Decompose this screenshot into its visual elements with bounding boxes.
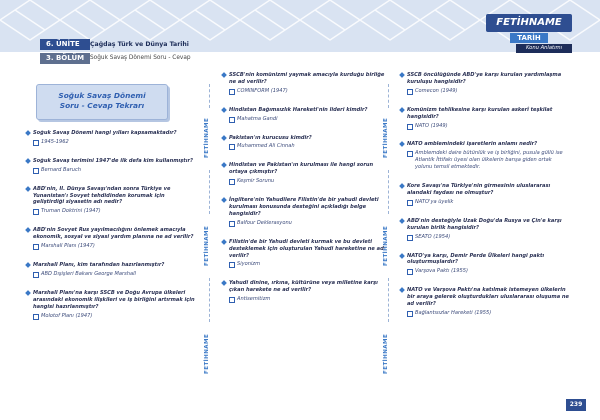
checkbox-icon <box>407 269 413 275</box>
checkbox-icon <box>229 297 235 303</box>
answer: Truman Doktrini (1947) <box>26 208 196 215</box>
diamond-bullet-icon <box>221 280 227 286</box>
qa-item <box>222 162 386 185</box>
qa-item <box>26 290 196 320</box>
qa-item <box>26 227 196 250</box>
fetihname-logo <box>486 8 572 54</box>
side-label: FETİHNAME <box>204 117 210 159</box>
side-label: FETİHNAME <box>383 117 389 159</box>
intro-title-line1: Soğuk Savaş Dönemi <box>58 91 146 100</box>
checkbox-icon <box>407 124 413 130</box>
answer: Comecon (1949) <box>400 88 570 95</box>
qa-column-2 <box>222 72 386 315</box>
diamond-bullet-icon <box>399 253 405 259</box>
checkbox-icon <box>229 221 235 227</box>
question: Kore Savaşı'na Türkiye'nin girmesinin uluslararası alandaki faydası ne olmuştur? <box>400 183 570 197</box>
diamond-bullet-icon <box>399 107 405 113</box>
logo-title: FETİHNAME <box>496 17 562 28</box>
diamond-bullet-icon <box>25 290 31 296</box>
section-badge: 3. BÖLÜM <box>40 53 90 64</box>
column-divider <box>209 84 210 108</box>
checkbox-icon <box>407 200 413 206</box>
checkbox-icon <box>229 144 235 150</box>
checkbox-icon <box>407 235 413 241</box>
diamond-bullet-icon <box>25 130 31 136</box>
answer: COMINFORM (1947) <box>222 88 386 95</box>
diamond-bullet-icon <box>399 183 405 189</box>
checkbox-icon <box>33 168 39 174</box>
diamond-bullet-icon <box>221 197 227 203</box>
qa-column-3 <box>400 72 570 329</box>
question: Hindistan ve Pakistan'ın kurulması ile hangi sorun ortaya çıkmıştır? <box>222 162 386 176</box>
column-divider <box>388 84 389 108</box>
question: Pakistan'ın kurucusu kimdir? <box>222 135 386 142</box>
section-title: Soğuk Savaş Dönemi Soru - Cevap <box>90 55 191 61</box>
qa-item <box>26 262 196 278</box>
intro-title-box <box>36 84 168 120</box>
answer: Antisemitizm <box>222 296 386 303</box>
side-label: FETİHNAME <box>383 333 389 375</box>
qa-item <box>222 72 386 95</box>
answer: ABD Dışişleri Bakanı George Marshall <box>26 271 196 278</box>
diamond-bullet-icon <box>399 72 405 78</box>
diamond-bullet-icon <box>25 158 31 164</box>
qa-item <box>400 253 570 276</box>
question: ABD'nin desteğiyle Uzak Doğu'da Rusya ve Çin'e karşı kurulan birlik hangisidir? <box>400 218 570 232</box>
qa-item <box>222 135 386 151</box>
question: Soğuk Savaş Dönemi hangi yılları kapsamaktadır? <box>26 130 196 137</box>
qa-item <box>400 287 570 317</box>
answer: Molotof Planı (1947) <box>26 313 196 320</box>
column-divider <box>209 278 210 322</box>
checkbox-icon <box>33 209 39 215</box>
column-divider <box>388 278 389 322</box>
logo-subject: TARİH <box>510 33 548 43</box>
answer: Keşmir Sorunu <box>222 178 386 185</box>
question: SSCB'nin komünizmi yaymak amacıyla kurduğu birliğe ne ad verilir? <box>222 72 386 86</box>
qa-item <box>222 107 386 123</box>
diamond-bullet-icon <box>399 218 405 224</box>
question: Marshall Planı, kim tarafından hazırlanmıştır? <box>26 262 196 269</box>
checkbox-icon <box>33 140 39 146</box>
column-divider <box>209 170 210 214</box>
qa-item <box>26 130 196 146</box>
qa-item <box>400 141 570 171</box>
answer: Marshall Planı (1947) <box>26 243 196 250</box>
column-divider <box>388 170 389 214</box>
diamond-bullet-icon <box>221 107 227 113</box>
answer: Mahatma Gandi <box>222 116 386 123</box>
answer: Bernard Baruch <box>26 167 196 174</box>
question: Marshall Planı'na karşı SSCB ve Doğu Avrupa ülkeleri arasındaki ekonomik ilişkileri ve iş birliğini artırmak için hangisi hazırlanmıştır? <box>26 290 196 311</box>
question: Hindistan Bağımsızlık Hareketi'nin lideri kimdir? <box>222 107 386 114</box>
qa-item <box>26 186 196 216</box>
answer: NATO'ya üyelik <box>400 199 570 206</box>
side-label: FETİHNAME <box>204 333 210 375</box>
question: ABD'nin Sovyet Rus yayılmacılığını önlemek amacıyla ekonomik, sosyal ve siyasi yardım planına ne ad verilir? <box>26 227 196 241</box>
unit-badge: 6. ÜNİTE <box>40 39 90 50</box>
question: Yahudi dinine, ırkına, kültürüne veya milletine karşı çıkan harekete ne ad verilir? <box>222 280 386 294</box>
diamond-bullet-icon <box>25 186 31 192</box>
checkbox-icon <box>229 89 235 95</box>
diamond-bullet-icon <box>221 135 227 141</box>
intro-title-line2: Soru - Cevap Tekrarı <box>59 101 145 110</box>
side-label: FETİHNAME <box>204 225 210 267</box>
checkbox-icon <box>407 151 413 157</box>
checkbox-icon <box>229 179 235 185</box>
question: Soğuk Savaş terimini 1947'de ilk defa kim kullanmıştır? <box>26 158 196 165</box>
checkbox-icon <box>33 272 39 278</box>
qa-item <box>400 72 570 95</box>
qa-item <box>222 197 386 227</box>
diamond-bullet-icon <box>221 72 227 78</box>
answer: Muhammed Ali Cinnah <box>222 143 386 150</box>
question: İngiltere'nin Yahudilere Filistin'de bir yahudi devleti kurulması konusunda desteğini açıkladığı belge hangisidir? <box>222 197 386 218</box>
diamond-bullet-icon <box>399 142 405 148</box>
answer: Balfour Deklerasyonu <box>222 220 386 227</box>
qa-item <box>222 239 386 269</box>
diamond-bullet-icon <box>399 287 405 293</box>
diamond-bullet-icon <box>221 239 227 245</box>
page-number: 239 <box>566 399 586 411</box>
qa-item <box>400 183 570 206</box>
answer: SEATO (1954) <box>400 234 570 241</box>
checkbox-icon <box>407 311 413 317</box>
checkbox-icon <box>407 89 413 95</box>
diamond-bullet-icon <box>221 163 227 169</box>
answer: Varşova Paktı (1955) <box>400 268 570 275</box>
checkbox-icon <box>229 262 235 268</box>
question: ABD'nin, II. Dünya Savaşı'ndan sonra Türkiye ve Yunanistan'ı Sovyet tehdidinden korumak için geliştirdiği siyasetin adı nedir? <box>26 186 196 207</box>
qa-item <box>400 107 570 130</box>
question: NATO'ya karşı, Demir Perde Ülkeleri hangi paktı oluşturmuşlardır? <box>400 253 570 267</box>
checkbox-icon <box>33 244 39 250</box>
question: SSCB öncülüğünde ABD'ye karşı kurulan yardımlaşma kuruluşu hangisidir? <box>400 72 570 86</box>
qa-column-1 <box>26 130 196 331</box>
answer: Bağlantısızlar Hareketi (1955) <box>400 310 570 317</box>
answer: 1945-1962 <box>26 139 196 146</box>
checkbox-icon <box>229 117 235 123</box>
diamond-bullet-icon <box>25 262 31 268</box>
logo-tagline: Konu Anlatımı <box>516 44 572 53</box>
side-label: FETİHNAME <box>383 225 389 267</box>
qa-item <box>222 280 386 303</box>
question: Filistin'de bir Yahudi devleti kurmak ve bu devleti desteklemek için oluşturulan Yahudi hareketine ne ad verilir? <box>222 239 386 260</box>
question: Komünizm tehlikesine karşı kurulan askerî teşkilat hangisidir? <box>400 107 570 121</box>
answer: Amblemdeki daire bütünlük ve iş birliğini, pusula güllü ise Atlantik İttifakı üyesi olan ülkelerin barışa giden ortak yolunu temsil etmektedir. <box>400 150 570 171</box>
answer: NATO (1949) <box>400 123 570 130</box>
unit-title: Çağdaş Türk ve Dünya Tarihi <box>90 41 189 48</box>
qa-item <box>26 158 196 174</box>
diamond-bullet-icon <box>25 227 31 233</box>
answer: Siyonizm <box>222 261 386 268</box>
qa-item <box>400 218 570 241</box>
checkbox-icon <box>33 314 39 320</box>
question: NATO ve Varşova Paktı'na katılmak istemeyen ülkelerin bir araya gelerek oluşturdukları uluslararası oluşuma ne ad verilir? <box>400 287 570 308</box>
question: NATO amblemindeki işaretlerin anlamı nedir? <box>400 141 570 148</box>
